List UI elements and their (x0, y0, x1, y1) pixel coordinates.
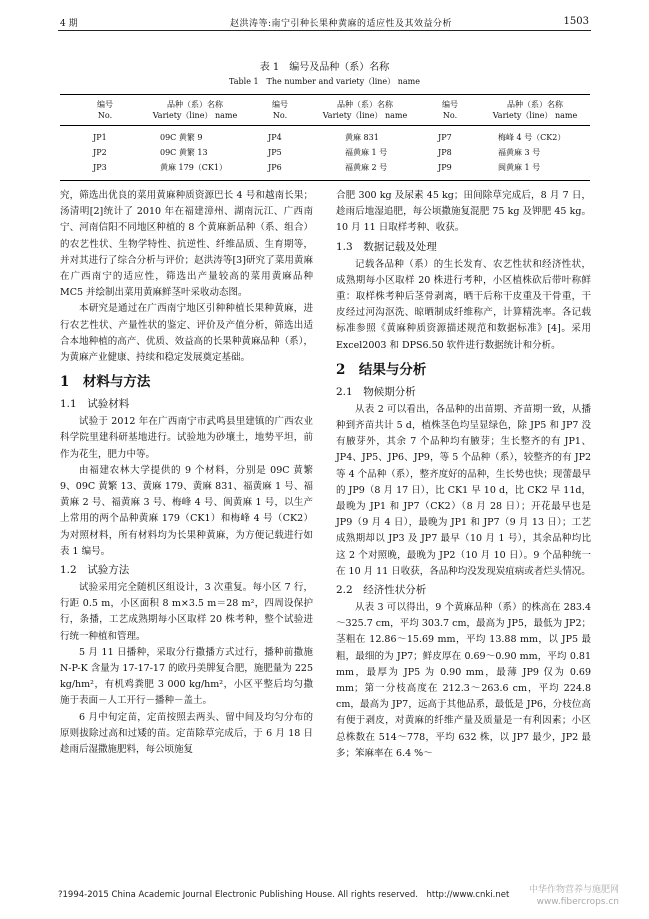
table-cell: 黄麻 831 (345, 133, 379, 142)
table-cell: JP4 (268, 133, 282, 142)
subsection-heading: 2.2 经济性状分析 (336, 584, 427, 597)
section-heading: 2 结果与分析 (336, 361, 427, 378)
table-cell: 闽黄麻 1 号 (498, 163, 541, 172)
table-cell: 梅峰 4 号（CK2） (498, 133, 566, 142)
body-paragraph: 记载各品种（系）的生长发育、农艺性状和经济性状，成熟期每小区取样 20 株进行考种，小区植株砍后带叶称鲜重：取样株考种后茎骨剥离，晒干后称干皮重及干骨重，干皮经过河沟沤洗、晾晒制成纤维称产，计算精洗率。各记载标准参照《黄麻种质资源描述规范和数据标准》[4]。采用 Excel2003 和 DPS6.50 软件进行数据统计和分析。 (336, 258, 591, 351)
table-cell: 09C 黄繁 9 (160, 133, 203, 142)
body-paragraph: 本研究是通过在广西南宁地区引种种植长果种黄麻，进行农艺性状、产量性状的鉴定、评价及产值分析，筛选出适合本地种植的高产、优质、效益高的长果种黄麻品种（系），为黄麻产业健康、持续和稳定发展奠定基础。 (60, 303, 313, 364)
table-header-no-1: 编号 No. (97, 100, 113, 120)
body-paragraph: 究，筛选出优良的菜用黄麻种质资源巴长 4 号和越南长果；汤清明[2]统计了 2010 年在福建漳州、湖南沅江、广西南宁、河南信阳不同地区种植的 8 个黄麻新品种（系、组合）的农艺性状、生物学特性、抗逆性、纤维品质、生育期等，并对其进行了综合分析与评价；赵洪涛等[3]研究了菜用黄麻在广西南宁的适应性，筛选出产量较高的菜用黄麻品种 MC5 并绘制出菜用黄麻鲜茎叶采收动态图。 (60, 190, 313, 299)
table-header-rule (60, 125, 590, 126)
copyright-footer: ?1994-2015 China Academic Journal Electronic Publishing House. All rights reserved. http://www.cnki.net (58, 890, 510, 900)
body-paragraph: 5 月 11 日播种，采取分行撒播方式过行，播种前撒施 N-P-K 含量为 17-17-17 的欧丹美牌复合肥，施肥量为 225 kg/hm²，有机鸡粪肥 3 000 kg/hm²，小区平整后均匀撒施于表面－人工开行－播种－盖土。 (60, 646, 313, 707)
running-header (0, 10, 649, 32)
body-paragraph: 合肥 300 kg 及尿素 45 kg；田间除草完成后，8 月 7 日，趁雨后地湿追肥，每公顷撒施复混肥 75 kg 及钾肥 45 kg。10 月 11 日取样考种、收获。 (336, 190, 591, 234)
left-column (60, 188, 313, 878)
table-header-name-3: 品种（系）名称 Variety（line） name (492, 100, 578, 120)
subsection-heading: 1.1 试验材料 (60, 398, 130, 411)
table-cell: JP9 (438, 163, 452, 172)
table-cell: 福黄麻 1 号 (345, 148, 388, 157)
table-top-rule (60, 94, 590, 95)
table-cell: JP8 (438, 148, 452, 157)
body-paragraph: 试验采用完全随机区组设计，3 次重复。每小区 7 行，行距 0.5 m，小区面积 8 m×3.5 m＝28 m²，四周设保护行，条播，工艺成熟期每小区取样 20 株考种，整个试验进行统一种植和管理。 (60, 582, 313, 642)
right-column (336, 188, 591, 878)
page-number: 1503 (563, 16, 589, 27)
header-rule (58, 30, 591, 31)
table-header-name-1: 品种（系）名称 Variety（line） name (152, 100, 238, 120)
table-cell: 福黄麻 3 号 (498, 148, 541, 157)
table-caption-en: Table 1 The number and variety（line） name (229, 77, 420, 86)
table-cell: 福黄麻 2 号 (345, 163, 388, 172)
subsection-heading: 2.1 物候期分析 (336, 385, 416, 398)
table-cell: JP6 (268, 163, 282, 172)
section-heading: 1 材料与方法 (60, 374, 151, 391)
running-title: 赵洪涛等:南宁引种长果种黄麻的适应性及其效益分析 (230, 19, 453, 29)
table-cell: JP3 (93, 163, 107, 172)
table-cell: 黄麻 179（CK1） (160, 163, 227, 172)
table-header-name-2: 品种（系）名称 Variety（line） name (322, 100, 408, 120)
table-bottom-rule (60, 180, 590, 181)
subsection-heading: 1.3 数据记载及处理 (336, 240, 437, 253)
table-header-no-2: 编号 No. (272, 100, 288, 120)
watermark-line-2: www.fibercrops.cn (536, 897, 619, 907)
watermark-line-1: 中华作物营养与施肥网 (528, 885, 619, 895)
body-paragraph: 从表 2 可以看出，各品种的出苗期、齐苗期一致，从播种到齐苗共计 5 d，植株茎色均呈显绿色，除 JP5 和 JP7 没有腋芽外，其余 7 个品种均有腋芽；生长整齐的有 JP1、JP4、JP5、JP6、JP9，等 5 个品种（系），较整齐的有 JP2 等 4 个品种（系），整齐度好的品种，生长势也快；现蕾最早的 JP9（8 月 17 日），比 CK1 早 10 d，比 CK2 早 11d，最晚为 JP1 和 JP7（CK2）（8 月 28 日）；开花最早也是 JP9（9 月 4 日），最晚为 JP1 和 JP7（9 月 13 日）；工艺成熟期却以 JP3 及 JP7 最早（10 月 1 号），其余品种均比这 2 个对照晚，最晚为 JP2（10 月 10 日）。9 个品种统一在 10 月 11 日收获，各品种均没发现炭疽病或者烂头情况。 (336, 403, 591, 577)
table-cell: JP5 (268, 148, 282, 157)
body-paragraph: 从表 3 可以得出，9 个黄麻品种（系）的株高在 283.4～325.7 cm，平均 303.7 cm，最高为 JP5，最低为 JP2；茎粗在 12.86～15.69 mm，平均 13.88 mm，以 JP5 最粗，最细的为 JP7；鲜皮厚在 0.69～0.90 mm，平均 0.81 mm，最厚为 JP5 为 0.90 mm，最薄 JP9 仅为 0.69 mm；第一分枝高度在 212.3～263.6 cm，平均 224.8 cm，最高为 JP7，远高于其他品系，最低是 JP6，分枝位高有便于剥皮，对黄麻的纤维产量及质量是一有利因素；小区总株数在 514～778，平均 632 株，以 JP7 最少，JP2 最多；笨麻率在 6.4 %～ (336, 602, 591, 759)
table-cell: JP2 (93, 148, 107, 157)
watermark (529, 884, 619, 908)
body-paragraph: 6 月中旬定苗，定苗按照去两头、留中间及均匀分布的原则拔除过高和过矮的苗。定苗除草完成后，于 6 月 18 日趁雨后湿撒施肥料，每公顷施复 (60, 711, 313, 756)
table-caption: 表 1 编号及品种（系）名称 (259, 62, 390, 73)
subsection-heading: 1.2 试验方法 (60, 564, 130, 577)
table-header-no-3: 编号 No. (442, 100, 458, 120)
table-cell: JP1 (93, 133, 107, 142)
issue-label: 4 期 (60, 19, 78, 29)
table-cell: 09C 黄繁 13 (160, 148, 208, 157)
table-cell: JP7 (438, 133, 452, 142)
body-paragraph: 试验于 2012 年在广西南宁市武鸣县里建镇的广西农业科学院里建科研基地进行。试验地为砂壤土，地势平坦，前作为花生，肥力中等。 (60, 416, 313, 460)
body-paragraph: 由福建农林大学提供的 9 个材料，分别是 09C 黄繁 9、09C 黄繁 13、黄麻 179、黄麻 831、福黄麻 1 号、福黄麻 2 号、福黄麻 3 号、梅峰 4 号、闽黄麻 1 号，以生产上常用的两个品种黄麻 179（CK1）和梅峰 4 号（CK2）为对照材料，所有材料均为长果种黄麻，为方便记载进行如表 1 编号。 (60, 464, 313, 557)
